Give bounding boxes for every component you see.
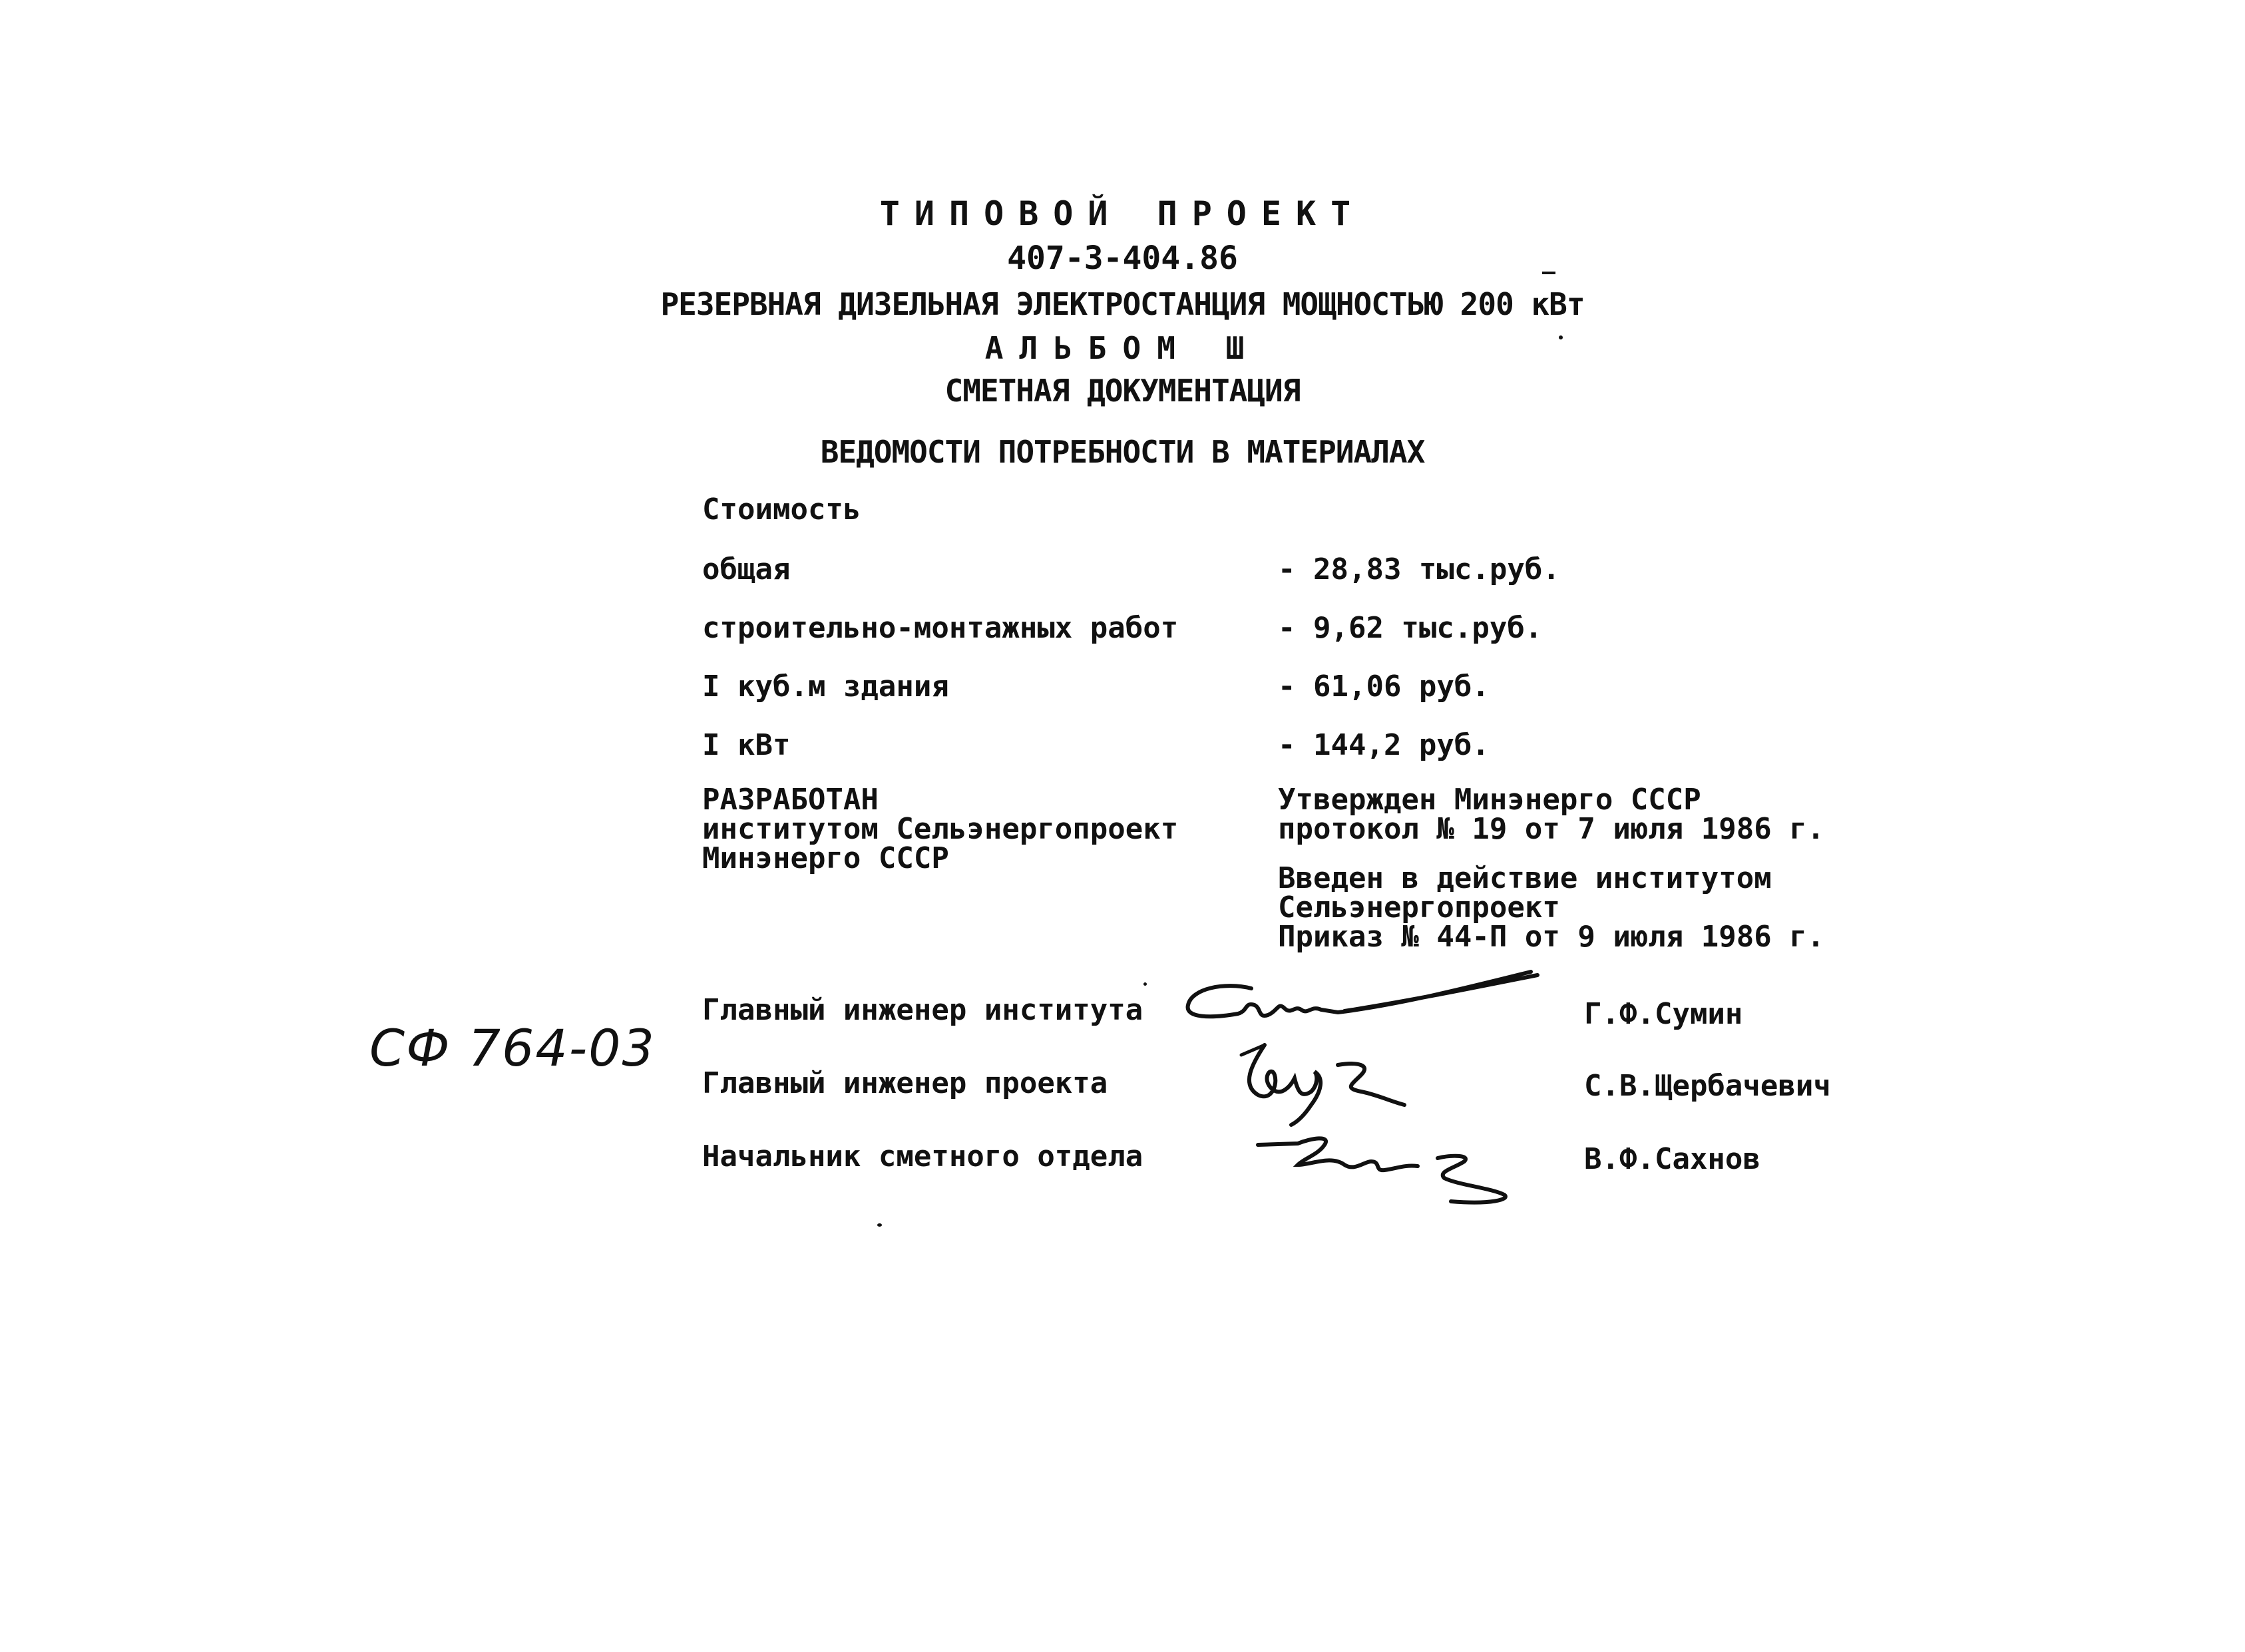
approved-block: [1278, 785, 1824, 844]
signature-3: [1251, 1125, 1531, 1211]
introduced-block: [1278, 861, 1825, 954]
doc-type-title: ТИПОВОЙ ПРОЕКТ: [879, 194, 1366, 233]
cost-value-total: - 28,83 тыс.руб.: [1278, 552, 1560, 586]
cost-value-per-kw: - 144,2 руб.: [1278, 728, 1490, 762]
project-number: 407-3-404.86: [1007, 240, 1238, 277]
signatory-role-1: Главный инженер института: [702, 993, 1143, 1027]
project-description: РЕЗЕРВНАЯ ДИЗЕЛЬНАЯ ЭЛЕКТРОСТАНЦИЯ МОЩНОСТЬЮ 200 кВт: [660, 286, 1585, 322]
signatory-name-2: С.В.Щербачевич: [1584, 1069, 1831, 1103]
signatory-name-1: Г.Ф.Сумин: [1584, 997, 1743, 1031]
approved-line-2: протокол № 19 от 7 июля 1986 г.: [1278, 812, 1825, 846]
introduced-line-1: Введен в действие институтом: [1278, 861, 1772, 895]
developed-block: [702, 785, 1178, 873]
album-label: АЛЬБОМ Ш: [984, 330, 1261, 366]
developed-line-1: РАЗРАБОТАН: [702, 783, 879, 817]
cost-label-per-kw: I кВт: [702, 728, 791, 762]
section-title: СМЕТНАЯ ДОКУМЕНТАЦИЯ: [944, 373, 1301, 409]
scan-speck-1: [1542, 272, 1555, 274]
sheets-title: ВЕДОМОСТИ ПОТРЕБНОСТИ В МАТЕРИАЛАХ: [820, 434, 1425, 470]
cost-label-construction: строительно-монтажных работ: [702, 611, 1179, 645]
developed-line-3: Минэнерго СССР: [702, 841, 949, 875]
signatory-name-3: В.Ф.Сахнов: [1584, 1142, 1760, 1176]
approved-line-1: Утвержден Минэнерго СССР: [1278, 783, 1701, 817]
signatory-role-3: Начальник сметного отдела: [702, 1139, 1143, 1173]
signature-1: [1185, 968, 1544, 1048]
signature-2: [1238, 1038, 1424, 1132]
scan-speck-4: [1143, 982, 1147, 986]
cost-heading: Стоимость: [702, 493, 861, 526]
handwritten-code: СФ 764-03: [369, 1018, 656, 1078]
developed-line-2: институтом Сельэнергопроект: [702, 812, 1179, 846]
cost-value-construction: - 9,62 тыс.руб.: [1278, 611, 1543, 645]
introduced-line-3: Приказ № 44-П от 9 июля 1986 г.: [1278, 920, 1825, 954]
cost-value-per-m3: - 61,06 руб.: [1278, 670, 1490, 704]
scan-speck-2: [1559, 335, 1563, 339]
introduced-line-2: Сельэнергопроект: [1278, 891, 1560, 925]
cost-label-per-m3: I куб.м здания: [702, 670, 949, 704]
cost-label-total: общая: [702, 552, 791, 586]
scan-speck-3: [877, 1223, 882, 1227]
signatory-role-2: Главный инженер проекта: [702, 1066, 1108, 1100]
